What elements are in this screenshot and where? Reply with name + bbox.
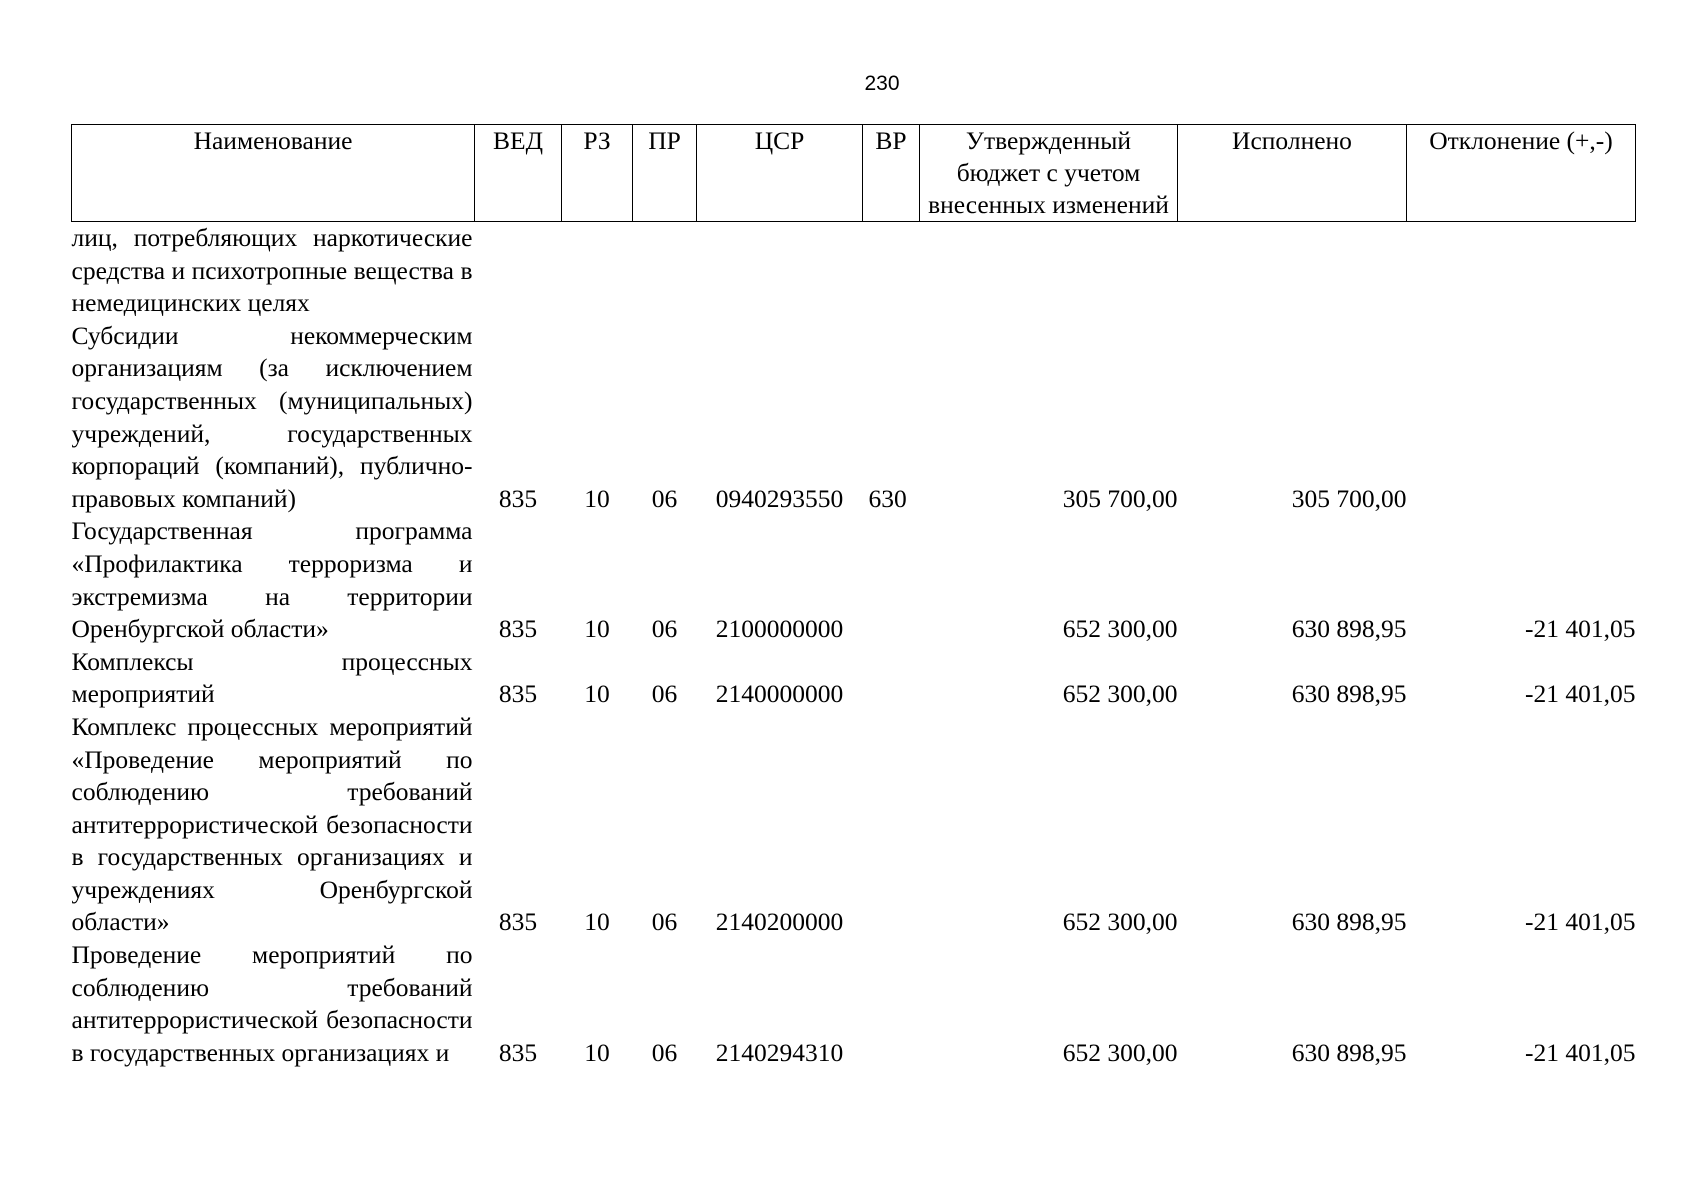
header-vr: ВР bbox=[863, 125, 920, 222]
row-pr: 06 bbox=[651, 679, 678, 709]
row-csr: 0940293550 bbox=[715, 483, 844, 513]
row-pr bbox=[633, 222, 697, 320]
row-pr: 06 bbox=[651, 614, 678, 644]
header-executed: Исполнено bbox=[1178, 125, 1407, 222]
row-deviation: -21 401,05 bbox=[1525, 679, 1636, 709]
row-deviation: -21 401,05 bbox=[1525, 614, 1636, 644]
row-rz: 10 bbox=[584, 1037, 610, 1067]
row-deviation bbox=[1407, 320, 1636, 516]
row-ved: 835 bbox=[498, 1037, 538, 1067]
header-deviation: Отклонение (+,-) bbox=[1407, 125, 1636, 222]
row-executed: 630 898,95 bbox=[1291, 679, 1407, 709]
row-name: Субсидии некоммерческим организациям (за исключением государственных (муниципальных) учреждений, государственных корпораций (компаний), публично-правовых компаний) bbox=[71, 320, 473, 513]
budget-table bbox=[71, 124, 1636, 1069]
row-vr bbox=[863, 646, 920, 711]
row-pr: 06 bbox=[651, 907, 678, 937]
header-rz: РЗ bbox=[562, 125, 633, 222]
header-ved: ВЕД bbox=[475, 125, 562, 222]
table-row bbox=[72, 320, 1636, 516]
row-deviation bbox=[1407, 222, 1636, 320]
row-vr bbox=[863, 515, 920, 645]
row-executed: 630 898,95 bbox=[1291, 907, 1407, 937]
row-rz bbox=[562, 222, 633, 320]
header-name: Наименование bbox=[72, 125, 475, 222]
row-approved: 652 300,00 bbox=[1062, 679, 1178, 709]
page-number: 230 bbox=[864, 72, 900, 95]
row-name: Государственная программа «Профилактика терроризма и экстремизма на территории Оренбургской области» bbox=[71, 516, 473, 644]
row-csr: 2140294310 bbox=[715, 1037, 844, 1067]
row-rz: 10 bbox=[584, 679, 610, 709]
row-name: Комплекс процессных мероприятий «Проведение мероприятий по соблюдению требований антитеррористической безопасности в государственных организациях и учреждениях Оренбургской области» bbox=[71, 711, 473, 937]
row-name: Комплексы процессных мероприятий bbox=[71, 646, 473, 709]
row-pr: 06 bbox=[651, 1037, 678, 1067]
table-row bbox=[72, 222, 1636, 320]
row-name: Проведение мероприятий по соблюдению требований антитеррористической безопасности в государственных организациях и bbox=[71, 940, 473, 1067]
row-approved: 305 700,00 bbox=[1062, 483, 1178, 513]
row-approved: 652 300,00 bbox=[1062, 907, 1178, 937]
row-vr bbox=[863, 711, 920, 939]
header-csr: ЦСР bbox=[697, 125, 863, 222]
row-csr bbox=[697, 222, 863, 320]
header-pr: ПР bbox=[633, 125, 697, 222]
table-header-row bbox=[72, 125, 1636, 222]
row-csr: 2140000000 bbox=[715, 679, 844, 709]
row-ved bbox=[475, 222, 562, 320]
table-row bbox=[72, 711, 1636, 939]
row-csr: 2100000000 bbox=[715, 614, 844, 644]
row-ved: 835 bbox=[498, 907, 538, 937]
row-ved: 835 bbox=[498, 679, 538, 709]
row-executed: 630 898,95 bbox=[1291, 1037, 1407, 1067]
table-row bbox=[72, 646, 1636, 711]
row-executed bbox=[1178, 222, 1407, 320]
row-vr: 630 bbox=[868, 483, 907, 513]
table-row bbox=[72, 939, 1636, 1069]
row-deviation: -21 401,05 bbox=[1525, 1037, 1636, 1067]
row-approved bbox=[920, 222, 1178, 320]
row-executed: 630 898,95 bbox=[1291, 614, 1407, 644]
row-approved: 652 300,00 bbox=[1062, 1037, 1178, 1067]
row-deviation: -21 401,05 bbox=[1525, 907, 1636, 937]
row-executed: 305 700,00 bbox=[1291, 483, 1407, 513]
header-approved-text: Утвержденный бюджет с учетом внесенных изменений bbox=[928, 126, 1169, 219]
row-vr bbox=[863, 222, 920, 320]
row-ved: 835 bbox=[498, 483, 538, 513]
row-approved: 652 300,00 bbox=[1062, 614, 1178, 644]
row-name: лиц, потребляющих наркотические средства и психотропные вещества в немедицинских целях bbox=[71, 223, 473, 318]
row-ved: 835 bbox=[498, 614, 538, 644]
row-vr bbox=[863, 939, 920, 1069]
row-rz: 10 bbox=[584, 614, 610, 644]
row-rz: 10 bbox=[584, 907, 610, 937]
row-csr: 2140200000 bbox=[715, 907, 844, 937]
header-approved bbox=[920, 125, 1178, 222]
table-row bbox=[72, 515, 1636, 645]
row-pr: 06 bbox=[651, 483, 678, 513]
row-rz: 10 bbox=[584, 483, 610, 513]
